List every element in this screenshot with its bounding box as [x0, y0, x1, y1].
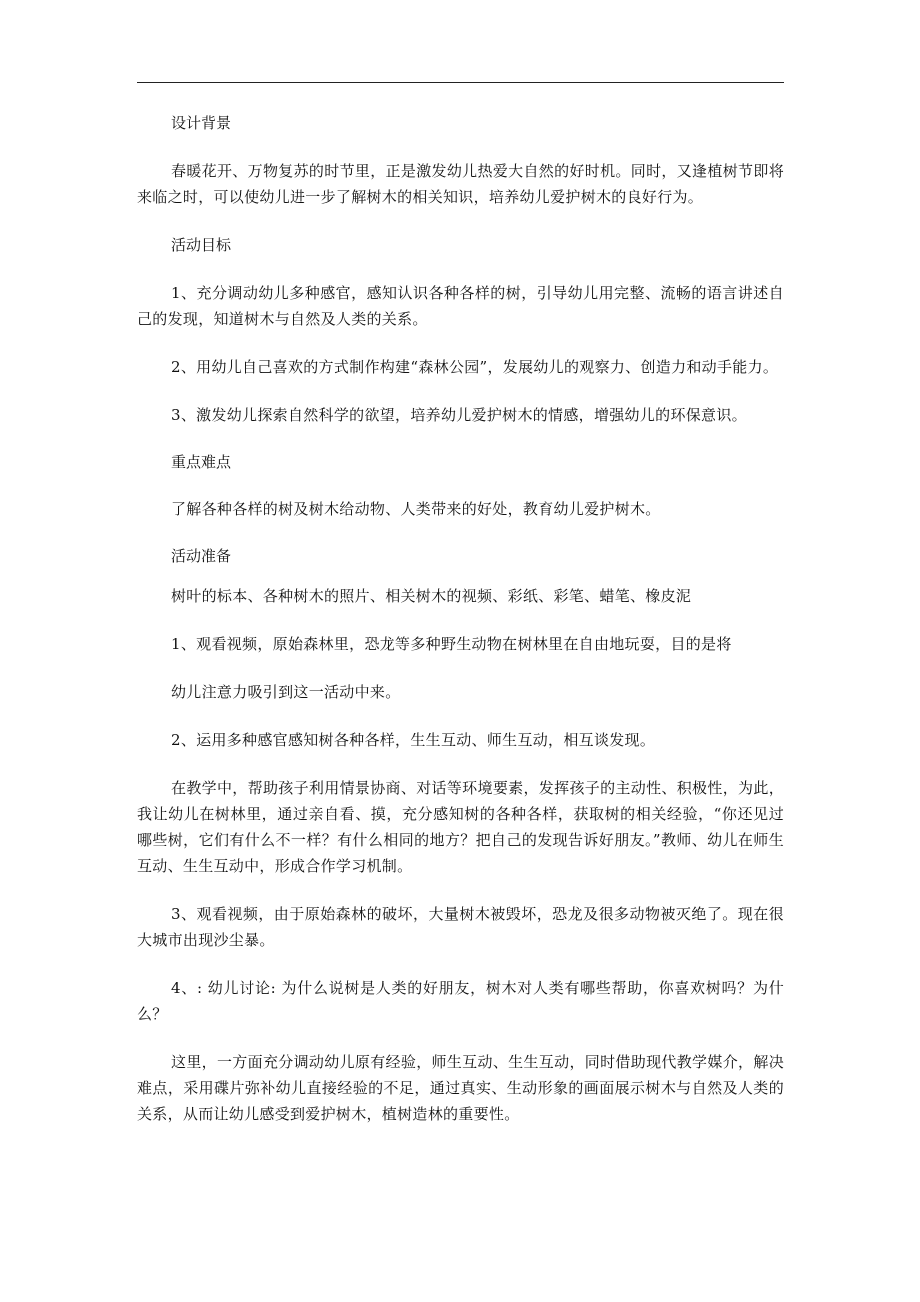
paragraph-key-difficulties: 了解各种各样的树及树木给动物、人类带来的好处，教育幼儿爱护树木。 — [171, 500, 661, 518]
header-rule — [137, 82, 784, 83]
heading-key-difficulties: 重点难点 — [171, 453, 232, 471]
paragraph-step-3: 3、观看视频，由于原始森林的破坏，大量树木被毁坏，恐龙及很多动物被灭绝了。现在很大城市出现沙尘暴。 — [137, 905, 784, 949]
heading-activity-preparation: 活动准备 — [171, 547, 232, 565]
paragraph-step-1: 1、观看视频，原始森林里，恐龙等多种野生动物在树林里在自由地玩耍，目的是将 — [171, 635, 732, 653]
paragraph-summary: 这里，一方面充分调动幼儿原有经验，师生互动、生生互动，同时借助现代教学媒介，解决难点，采用碟片弥补幼儿直接经验的不足，通过真实、生动形象的画面展示树木与自然及人类的关系，从而让幼儿感受到爱护树木，植树造林的重要性。 — [137, 1053, 784, 1123]
heading-activity-goals: 活动目标 — [171, 236, 232, 254]
paragraph-goal-1: 1、充分调动幼儿多种感官，感知认识各种各样的树，引导幼儿用完整、流畅的语言讲述自己的发现，知道树木与自然及人类的关系。 — [137, 284, 784, 328]
document-body — [137, 110, 784, 1127]
paragraph-goal-2: 2、用幼儿自己喜欢的方式制作构建“森林公园”，发展幼儿的观察力、创造力和动手能力。 — [171, 358, 779, 376]
paragraph-step-4: 4、: 幼儿讨论: 为什么说树是人类的好朋友，树木对人类有哪些帮助，你喜欢树吗？为什么？ — [137, 979, 784, 1023]
paragraph-materials: 树叶的标本、各种树木的照片、相关树木的视频、彩纸、彩笔、蜡笔、橡皮泥 — [171, 587, 692, 605]
paragraph-step-2: 2、运用多种感官感知树各种各样，生生互动、师生互动，相互谈发现。 — [171, 731, 656, 749]
paragraph-goal-3: 3、激发幼儿探索自然科学的欲望，培养幼儿爱护树木的情感，增强幼儿的环保意识。 — [171, 406, 747, 424]
heading-design-background: 设计背景 — [171, 114, 232, 132]
paragraph-step-1-continued: 幼儿注意力吸引到这一活动中来。 — [171, 683, 401, 701]
paragraph-teaching-notes: 在教学中，帮助孩子利用情景协商、对话等环境要素，发挥孩子的主动性、积极性，为此，我让幼儿在树林里，通过亲自看、摸，充分感知树的各种各样，获取树的相关经验，“你还见过哪些树，它们有什么不一样？有什么相同的地方？把自己的发现告诉好朋友。”教师、幼儿在师生互动、生生互动中，形成合作学习机制。 — [137, 779, 784, 875]
paragraph-background: 春暖花开、万物复苏的时节里，正是激发幼儿热爱大自然的好时机。同时，又逢植树节即将来临之时，可以使幼儿进一步了解树木的相关知识，培养幼儿爱护树木的良好行为。 — [137, 162, 784, 206]
